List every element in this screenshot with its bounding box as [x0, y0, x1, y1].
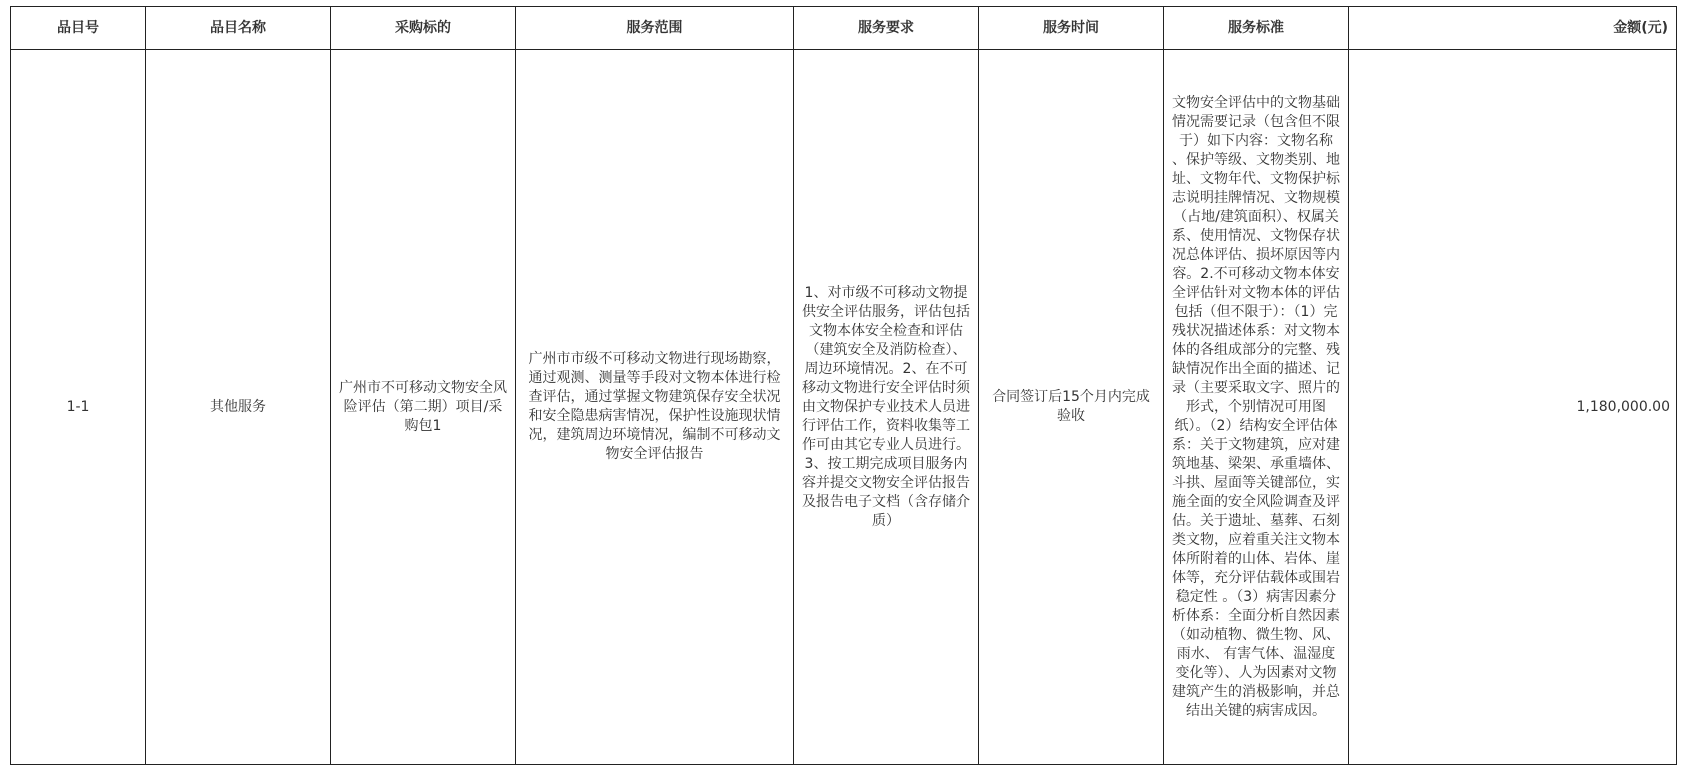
cell-item-no: 1-1	[11, 50, 146, 765]
cell-scope: 广州市市级不可移动文物进行现场勘察，通过观测、测量等手段对文物本体进行检查评估，通过掌握文物建筑保存安全状况和安全隐患病害情况，保护性设施现状情况，建筑周边环境情况，编制不可移动文物安全评估报告	[516, 50, 794, 765]
cell-time: 合同签订后15个月内完成验收	[979, 50, 1164, 765]
table-header-row	[11, 7, 1677, 50]
table-row	[11, 50, 1677, 765]
cell-requirements: 1、对市级不可移动文物提供安全评估服务，评估包括文物本体安全检查和评估（建筑安全及消防检查）、周边环境情况。2、在不可移动文物进行安全评估时须由文物保护专业技术人员进行评估工作，资料收集等工作可由其它专业人员进行。3、按工期完成项目服务内容并提交文物安全评估报告及报告电子文档（含存储介质）	[794, 50, 979, 765]
header-item-no: 品目号	[11, 7, 146, 50]
header-item-name: 品目名称	[146, 7, 331, 50]
procurement-table	[10, 6, 1677, 765]
cell-item-name: 其他服务	[146, 50, 331, 765]
procurement-table-container	[10, 6, 1677, 765]
header-time: 服务时间	[979, 7, 1164, 50]
cell-standard: 文物安全评估中的文物基础情况需要记录（包含但不限于）如下内容：文物名称 、保护等级、文物类别、地址、文物年代、文物保护标志说明挂牌情况、文物规模（占地/建筑面积）、权属关系、使用情况、文物保存状况总体评估、损坏原因等内容。2.不可移动文物本体安全评估针对文物本体的评估包括（但不限于）：（1）完残状况描述体系：对文物本体的各组成部分的完整、残缺情况作出全面的描述、记录（主要采取文字、照片的形式，个别情况可用图纸）。（2）结构安全评估体系：关于文物建筑，应对建筑地基、梁架、承重墙体、斗拱、屋面等关键部位，实施全面的安全风险调查及评估。关于遗址、墓葬、石刻类文物，应着重关注文物本体所附着的山体、岩体、崖体等，充分评估载体或围岩稳定性 。（3）病害因素分析体系：全面分析自然因素（如动植物、微生物、风、雨水、 有害气体、温湿度变化等）、人为因素对文物建筑产生的消极影响，并总结出关键的病害成因。	[1164, 50, 1349, 765]
header-target: 采购标的	[331, 7, 516, 50]
cell-target: 广州市不可移动文物安全风险评估（第二期）项目/采购包1	[331, 50, 516, 765]
cell-amount: 1,180,000.00	[1349, 50, 1677, 765]
header-requirements: 服务要求	[794, 7, 979, 50]
header-amount: 金额(元)	[1349, 7, 1677, 50]
header-scope: 服务范围	[516, 7, 794, 50]
header-standard: 服务标准	[1164, 7, 1349, 50]
